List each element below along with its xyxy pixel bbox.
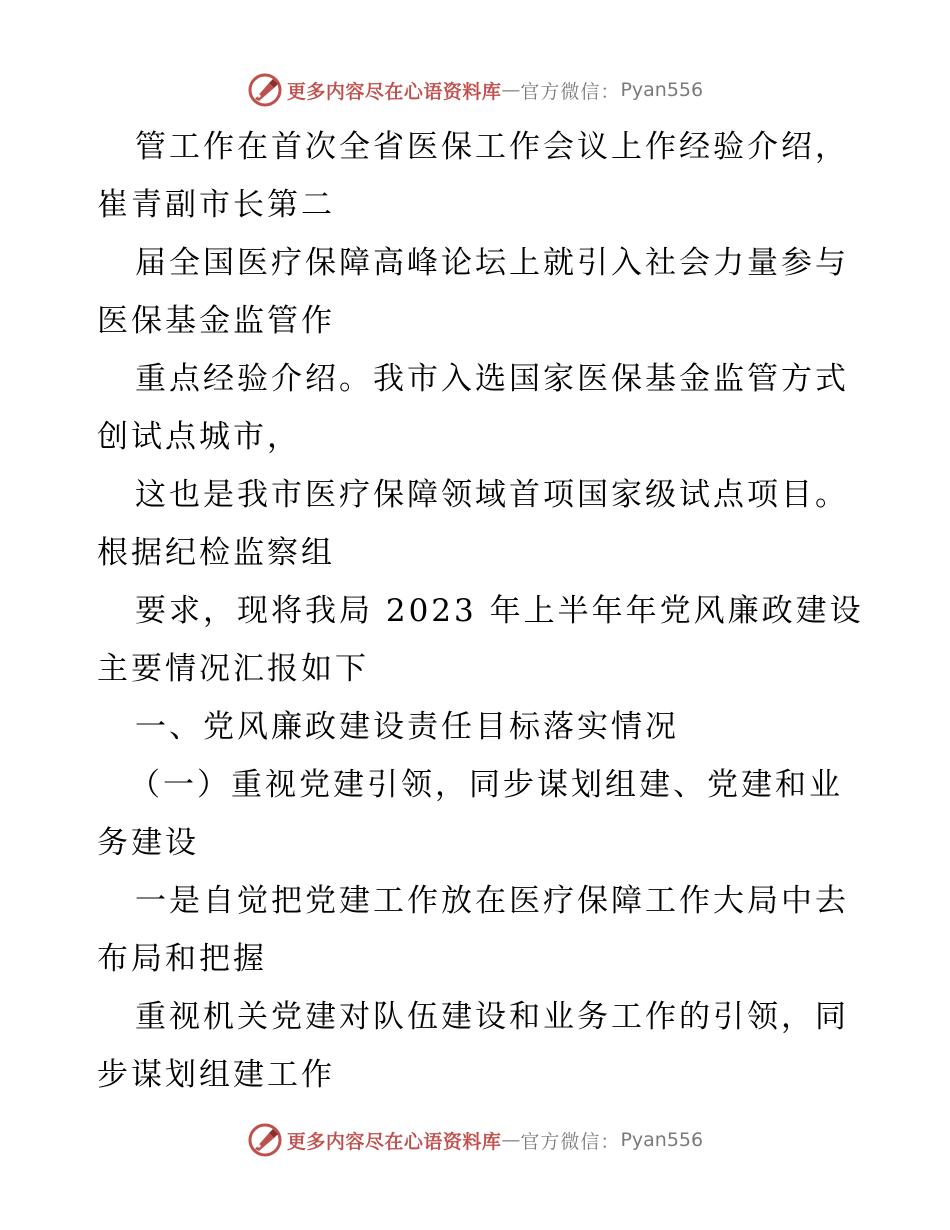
body-line: 这也是我市医疗保障领域首项国家级试点项目。 (135, 477, 849, 513)
body-line: 重点经验介绍。我市入选国家医保基金监管方式 (135, 361, 849, 397)
watermark-footer (0, 1120, 950, 1160)
body-line: 届全国医疗保障高峰论坛上就引入社会力量参与 (135, 245, 849, 281)
body-line: 务建设 (97, 825, 199, 861)
body-line: 创试点城市， (97, 419, 301, 455)
body-line: 崔青副市长第二 (97, 187, 335, 223)
pen-nib-logo-icon (247, 72, 283, 108)
body-line: 管工作在首次全省医保工作会议上作经验介绍， (135, 129, 849, 165)
body-line: 重视机关党建对队伍建设和业务工作的引领，同 (135, 999, 849, 1035)
watermark-title: 更多内容尽在心语资料库 (286, 1130, 502, 1153)
watermark-wechat-id: Pyan556 (620, 79, 704, 101)
watermark-header (0, 70, 950, 110)
body-line: 主要情况汇报如下 (97, 651, 369, 687)
watermark-wechat-label: 官方微信： (520, 80, 621, 103)
watermark-wechat-label: 官方微信： (520, 1130, 621, 1153)
watermark-wechat-id: Pyan556 (620, 1129, 704, 1151)
section-heading: 一、党风廉政建设责任目标落实情况 (135, 709, 679, 745)
pen-nib-logo-icon (247, 1122, 283, 1158)
body-line: 根据纪检监察组 (97, 535, 335, 571)
watermark-dash: — (501, 1129, 521, 1151)
document-body (97, 118, 864, 1104)
body-line: 要求，现将我局 2023 年上半年年党风廉政建设 (135, 593, 864, 629)
body-line: 布局和把握 (97, 941, 267, 977)
body-line: 一是自觉把党建工作放在医疗保障工作大局中去 (135, 883, 849, 919)
subsection-heading: （一）重视党建引领，同步谋划组建、党建和业 (129, 767, 843, 803)
watermark-dash: — (501, 79, 521, 101)
watermark-title: 更多内容尽在心语资料库 (286, 80, 502, 103)
body-line: 医保基金监管作 (97, 303, 335, 339)
body-line: 步谋划组建工作 (97, 1057, 335, 1093)
